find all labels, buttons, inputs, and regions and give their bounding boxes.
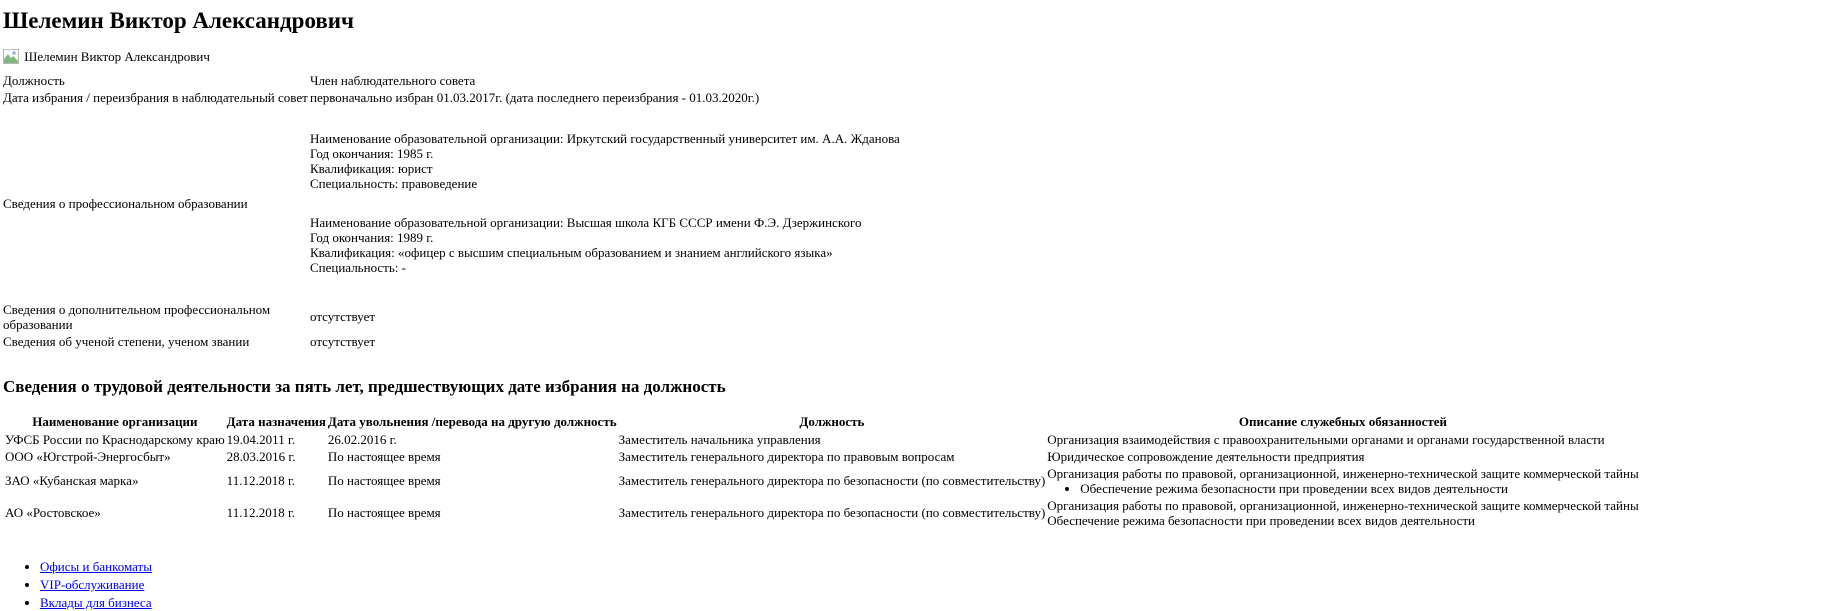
list-item <box>40 576 1826 593</box>
cell-appointment-date: 28.03.2016 г. <box>226 448 296 464</box>
duties-line: Организация работы по правовой, организационной, инженерно-технической защите коммерческой тайны <box>1047 465 1639 481</box>
link-business-deposits[interactable]: Вклады для бизнеса <box>40 595 152 611</box>
profile-info-table <box>3 71 900 351</box>
link-vip-service[interactable]: VIP-обслуживание <box>40 577 145 593</box>
cell-position: Заместитель генерального директора по правовым вопросам <box>618 448 955 464</box>
table-row <box>5 432 1639 447</box>
work-history-heading: Сведения о трудовой деятельности за пять лет, предшествующих дате избрания на должность <box>3 376 726 396</box>
cell-position: Заместитель начальника управления <box>618 431 821 447</box>
info-label: Должность <box>3 72 65 88</box>
table-row <box>5 466 1639 496</box>
table-header-row <box>5 414 1639 429</box>
cell-duties <box>1047 498 1638 528</box>
education-line: Наименование образовательной организации: Иркутский государственный университет им. А.А. Жданова <box>310 130 900 146</box>
education-cell <box>310 107 900 300</box>
cell-organization: ООО «Югстрой-Энергосбыт» <box>5 448 171 464</box>
education-line: Квалификация: юрист <box>310 161 433 177</box>
table-row <box>5 449 1639 464</box>
info-row-position <box>3 73 900 88</box>
work-history-table <box>3 412 1641 530</box>
cell-dismissal-date: 26.02.2016 г. <box>327 431 397 447</box>
cell-position: Заместитель генерального директора по безопасности (по совместительству) <box>618 505 1046 521</box>
profile-photo-broken <box>3 49 1826 67</box>
education-line: Год окончания: 1989 г. <box>310 230 434 246</box>
info-value: первоначально избран 01.03.2017г. (дата последнего переизбрания - 01.03.2020г.) <box>310 89 760 105</box>
info-label: Сведения о дополнительном профессиональном образовании <box>3 301 271 332</box>
column-header-dismissal-date: Дата увольнения /перевода на другую должность <box>327 414 617 430</box>
info-value: отсутствует <box>310 333 376 349</box>
education-line: Специальность: правоведение <box>310 176 478 192</box>
cell-duties <box>1047 466 1638 496</box>
info-row-election-date <box>3 90 900 105</box>
cell-dismissal-date: По настоящее время <box>327 473 441 489</box>
duties-bullet-item: • Обеспечение режима безопасности при проведении всех видов деятельности <box>1080 481 1638 496</box>
cell-organization: АО «Ростовское» <box>5 505 101 521</box>
cell-organization: УФСБ России по Краснодарскому краю <box>5 431 225 447</box>
cell-position: Заместитель генерального директора по безопасности (по совместительству) <box>618 473 1046 489</box>
education-block <box>310 131 900 191</box>
column-header-position: Должность <box>799 414 865 430</box>
list-item <box>40 594 1826 611</box>
link-offices-and-atms[interactable]: Офисы и банкоматы <box>40 559 152 575</box>
column-header-duties: Описание служебных обязанностей <box>1238 414 1448 430</box>
info-row-additional-education <box>3 302 900 332</box>
cell-appointment-date: 11.12.2018 г. <box>226 473 296 489</box>
cell-organization: ЗАО «Кубанская марка» <box>5 473 139 489</box>
info-row-academic-degree <box>3 334 900 349</box>
cell-duties: Юридическое сопровождение деятельности предприятия <box>1047 448 1365 464</box>
cell-dismissal-date: По настоящее время <box>327 448 441 464</box>
info-value: Член наблюдательного совета <box>310 72 476 88</box>
duties-line: Организация работы по правовой, организационной, инженерно-технической защите коммерческой тайны <box>1047 497 1639 513</box>
list-item <box>40 558 1826 575</box>
page-title: Шелемин Виктор Александрович <box>3 8 355 33</box>
info-label: Сведения о профессиональном образовании <box>3 195 248 211</box>
footer-links-list <box>3 558 1826 611</box>
education-line: Квалификация: «офицер с высшим специальным образованием и знанием английского языка» <box>310 245 833 261</box>
table-row <box>5 498 1639 528</box>
education-line: Год окончания: 1985 г. <box>310 145 434 161</box>
cell-dismissal-date: По настоящее время <box>327 505 441 521</box>
education-block <box>310 215 900 275</box>
info-value: отсутствует <box>310 309 376 325</box>
cell-duties: Организация взаимодействия с правоохранительными органами и органами государственной власти <box>1047 431 1605 447</box>
column-header-organization: Наименование организации <box>32 414 198 430</box>
info-label: Сведения об ученой степени, ученом звании <box>3 333 250 349</box>
broken-image-icon <box>3 49 19 67</box>
duties-line: Обеспечение режима безопасности при проведении всех видов деятельности <box>1047 512 1475 528</box>
cell-appointment-date: 11.12.2018 г. <box>226 505 296 521</box>
info-row-education <box>3 107 900 300</box>
cell-appointment-date: 19.04.2011 г. <box>226 431 296 447</box>
column-header-appointment-date: Дата назначения <box>226 414 326 430</box>
education-line: Наименование образовательной организации: Высшая школа КГБ СССР имени Ф.Э. Дзержинского <box>310 215 862 231</box>
education-line: Специальность: - <box>310 260 406 276</box>
duties-bullet-list <box>1047 481 1638 496</box>
photo-alt-text: Шелемин Виктор Александрович <box>24 48 210 64</box>
info-label: Дата избрания / переизбрания в наблюдательный совет <box>3 89 308 105</box>
